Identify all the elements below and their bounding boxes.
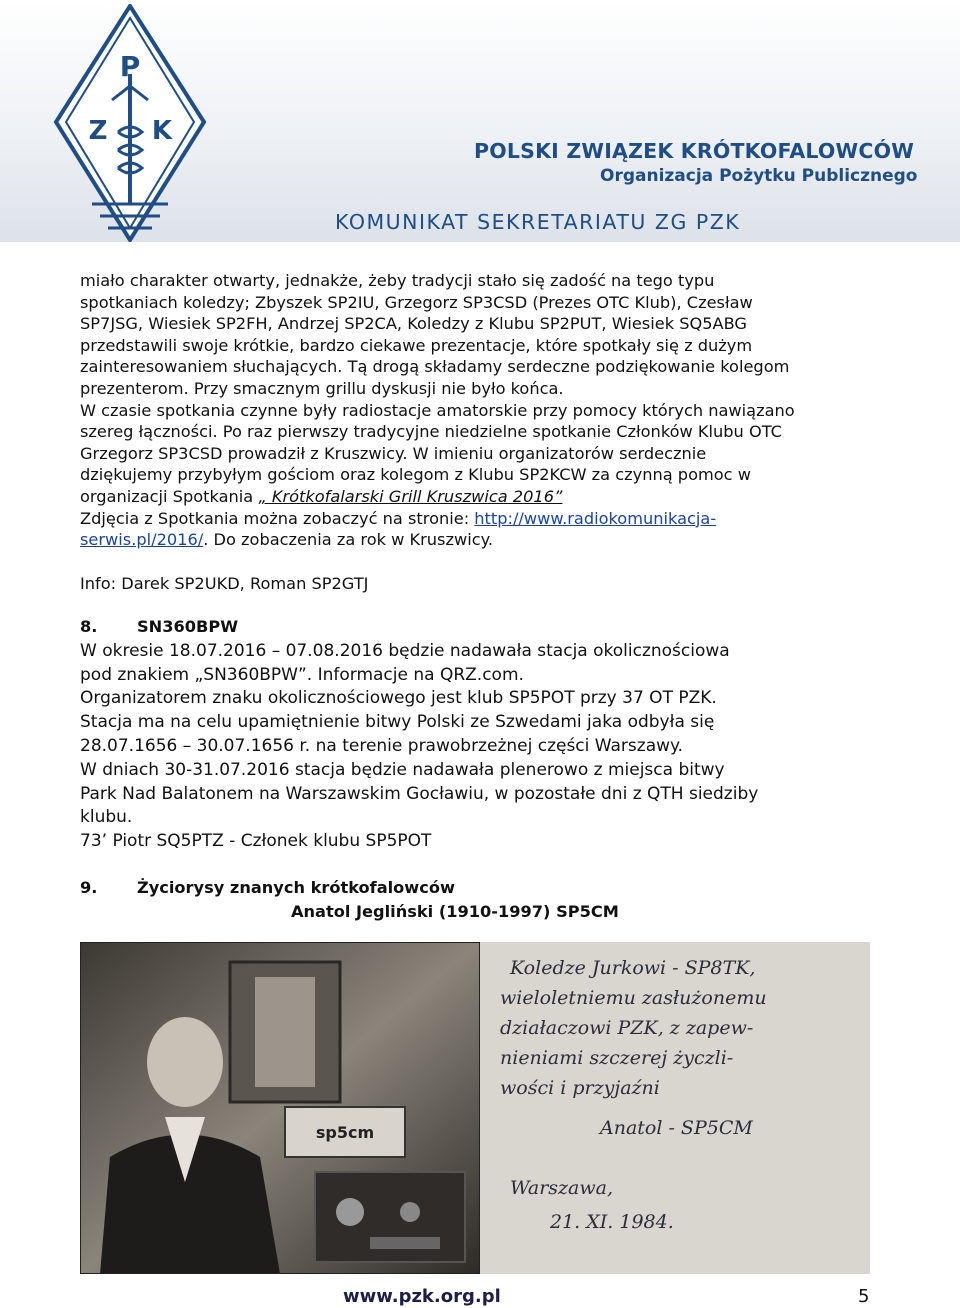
footer-url: www.pzk.org.pl: [343, 1286, 501, 1307]
section-subtitle: Anatol Jegliński (1910-1997) SP5CM: [291, 901, 619, 921]
info-line: Info: Darek SP2UKD, Roman SP2GTJ: [80, 573, 369, 593]
text-line: Stacja ma na celu upamiętnienie bitwy Polski ze Szwedami jaka odbyła się: [80, 712, 715, 733]
org-subtitle: Organizacja Pożytku Publicznego: [600, 166, 918, 186]
photos-link-part2[interactable]: serwis.pl/2016/: [80, 530, 204, 550]
page-header: [0, 0, 960, 242]
callsign-sign: sp5cm: [315, 1123, 375, 1142]
handwriting-line: Koledze Jurkowi - SP8TK,: [510, 957, 756, 979]
text-line: 73’ Piotr SQ5PTZ - Członek klubu SP5POT: [80, 831, 432, 852]
text-line: Park Nad Balatonem na Warszawskim Gocławiu, w pozostałe dni z QTH siedziby: [80, 783, 759, 804]
text-line: W okresie 18.07.2016 – 07.08.2016 będzie nadawała stacja okolicznościowa: [80, 640, 730, 661]
handwriting-line: nieniami szczerej życzli-: [500, 1047, 734, 1069]
logo-letter-k: K: [151, 116, 173, 146]
text-line: dziękujemy przybyłym gościom oraz kolegom z Klubu SP2KCW za czynną pomoc w: [80, 465, 751, 485]
text-line: Grzegorz SP3CSD prowadził z Kruszwicy. W imieniu organizatorów serdecznie: [80, 443, 707, 463]
text-line: W dniach 30-31.07.2016 stacja będzie nadawała plenerowo z miejsca bitwy: [80, 759, 725, 780]
text-line: W czasie spotkania czynne były radiostacje amatorskie przy pomocy których nawiązano: [80, 400, 795, 420]
text-line: Organizatorem znaku okolicznościowego jest klub SP5POT przy 37 OT PZK.: [80, 688, 717, 709]
handwriting-line: Anatol - SP5CM: [600, 1117, 753, 1139]
photos-link-part1[interactable]: http://www.radiokomunikacja-: [474, 508, 717, 528]
handwriting-line: Warszawa,: [510, 1177, 614, 1199]
text-line: szereg łączności. Po raz pierwszy tradycyjne niedzielne spotkanie Członków Klubu OTC: [80, 422, 782, 442]
section-number: 9.: [80, 877, 98, 897]
text-line: przedstawili swoje krótkie, bardzo ciekawe prezentacje, które spotkały się z dużym: [80, 335, 753, 355]
bulletin-title: KOMUNIKAT SEKRETARIATU ZG PZK: [335, 210, 741, 234]
text-line: [80, 486, 870, 508]
text-line: miało charakter otwarty, jednakże, żeby tradycji stało się zadość na tego typu: [80, 271, 715, 290]
pzk-logo: [52, 4, 208, 242]
section-8-heading: [80, 617, 870, 636]
text-line: prezenterom. Przy smacznym grillu dyskusji nie było końca.: [80, 378, 564, 398]
text-line: klubu.: [80, 807, 133, 828]
photo-illustration: [80, 942, 870, 1274]
article-body: [80, 270, 870, 921]
handwriting-line: 21. XI. 1984.: [550, 1211, 674, 1233]
handwriting-line: wości i przyjaźni: [500, 1077, 660, 1099]
section-title: Życiorysy znanych krótkofalowców: [137, 877, 455, 897]
handwriting-line: działaczowi PZK, z zapew-: [500, 1017, 754, 1039]
section-8-body: [80, 640, 870, 854]
closing-text: . Do zobaczenia za rok w Kruszwicy.: [203, 530, 494, 550]
page-number: 5: [858, 1286, 870, 1307]
logo-letter-z: Z: [88, 116, 108, 146]
text-line: pod znakiem „SN360BPW”. Informacje na QRZ.com.: [80, 664, 524, 685]
event-title: „ Krótkofalarski Grill Kruszwica 2016”: [258, 486, 563, 506]
logo-letter-p: P: [119, 50, 141, 83]
org-name: POLSKI ZWIĄZEK KRÓTKOFALOWCÓW: [474, 139, 915, 163]
section-9-heading: [80, 878, 870, 921]
historical-photo: [80, 942, 870, 1274]
section-title: SN360BPW: [137, 616, 239, 636]
handwriting-line: wieloletniemu zasłużonemu: [500, 987, 767, 1009]
text-line: [80, 529, 870, 551]
photos-prefix: Zdjęcia z Spotkania można zobaczyć na stronie:: [80, 508, 475, 528]
meeting-paragraph: [80, 270, 870, 551]
text-line: SP7JSG, Wiesiek SP2FH, Andrzej SP2CA, Koledzy z Klubu SP2PUT, Wiesiek SQ5ABG: [80, 314, 747, 334]
text-line: [80, 508, 870, 530]
section-9-title-row: [80, 878, 870, 897]
text-line: spotkaniach koledzy; Zbyszek SP2IU, Grzegorz SP3CSD (Prezes OTC Klub), Czesław: [80, 292, 753, 312]
text-line: 28.07.1656 – 30.07.1656 r. na terenie prawobrzeżnej części Warszawy.: [80, 735, 684, 756]
text-line: zainteresowaniem słuchających. Tą drogą składamy serdeczne podziękowanie kolegom: [80, 357, 790, 377]
org-prefix: organizacji Spotkania: [80, 486, 259, 506]
section-number: 8.: [80, 616, 98, 636]
